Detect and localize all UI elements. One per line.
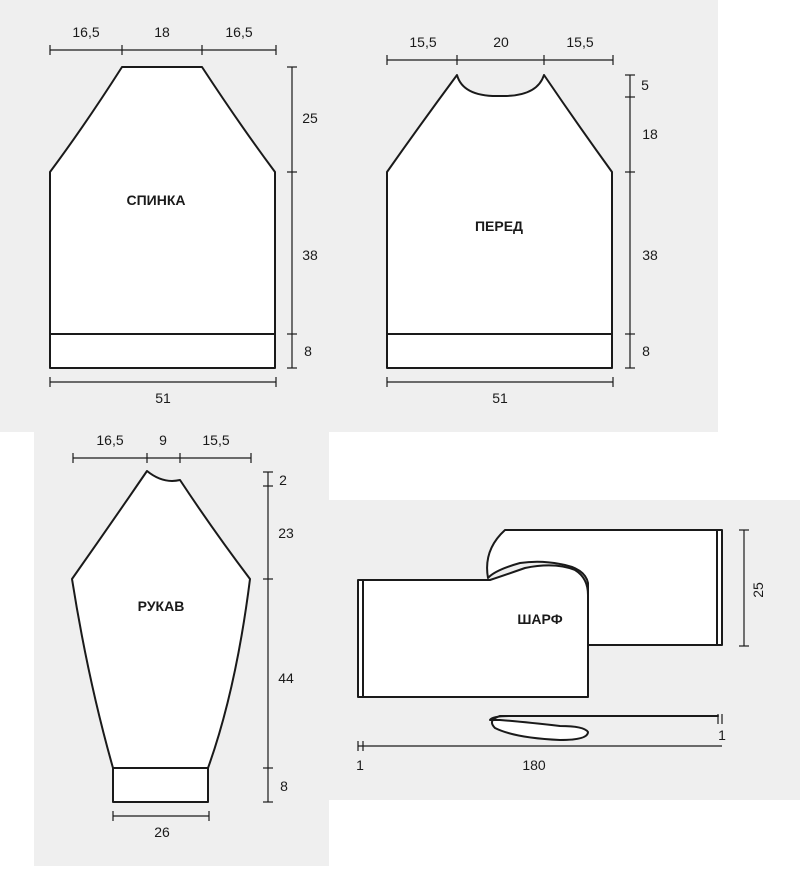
front-height-4: 8 — [642, 343, 650, 359]
scarf-left-end: 1 — [356, 757, 364, 773]
sleeve-height-3: 44 — [278, 670, 294, 686]
front-height-1: 5 — [641, 77, 649, 93]
sleeve-height-1: 2 — [279, 472, 287, 488]
scarf-label: ШАРФ — [517, 611, 563, 627]
sleeve-top-width-1: 16,5 — [96, 432, 124, 448]
scarf-height: 25 — [750, 582, 766, 598]
back-top-width-3: 16,5 — [225, 24, 253, 40]
sleeve-label: РУКАВ — [137, 598, 185, 614]
back-bottom-width: 51 — [155, 390, 171, 406]
sleeve-top-width-3: 15,5 — [202, 432, 230, 448]
front-height-3: 38 — [642, 247, 658, 263]
back-height-3: 8 — [304, 343, 312, 359]
front-height-2: 18 — [642, 126, 658, 142]
back-height-2: 38 — [302, 247, 318, 263]
scarf-main-strip — [358, 565, 588, 697]
front-top-width-3: 15,5 — [566, 34, 594, 50]
scarf-length: 180 — [522, 757, 546, 773]
sleeve-bottom-width: 26 — [154, 824, 170, 840]
sleeve-height-4: 8 — [280, 778, 288, 794]
front-bottom-width: 51 — [492, 390, 508, 406]
back-top-width-2: 18 — [154, 24, 170, 40]
scarf-right-end: 1 — [718, 727, 726, 743]
front-top-width-2: 20 — [493, 34, 509, 50]
sleeve-height-2: 23 — [278, 525, 294, 541]
back-label: СПИНКА — [126, 192, 186, 208]
front-top-width-1: 15,5 — [409, 34, 437, 50]
sleeve-top-width-2: 9 — [159, 432, 167, 448]
back-height-1: 25 — [302, 110, 318, 126]
front-label: ПЕРЕД — [474, 218, 524, 234]
back-top-width-1: 16,5 — [72, 24, 100, 40]
